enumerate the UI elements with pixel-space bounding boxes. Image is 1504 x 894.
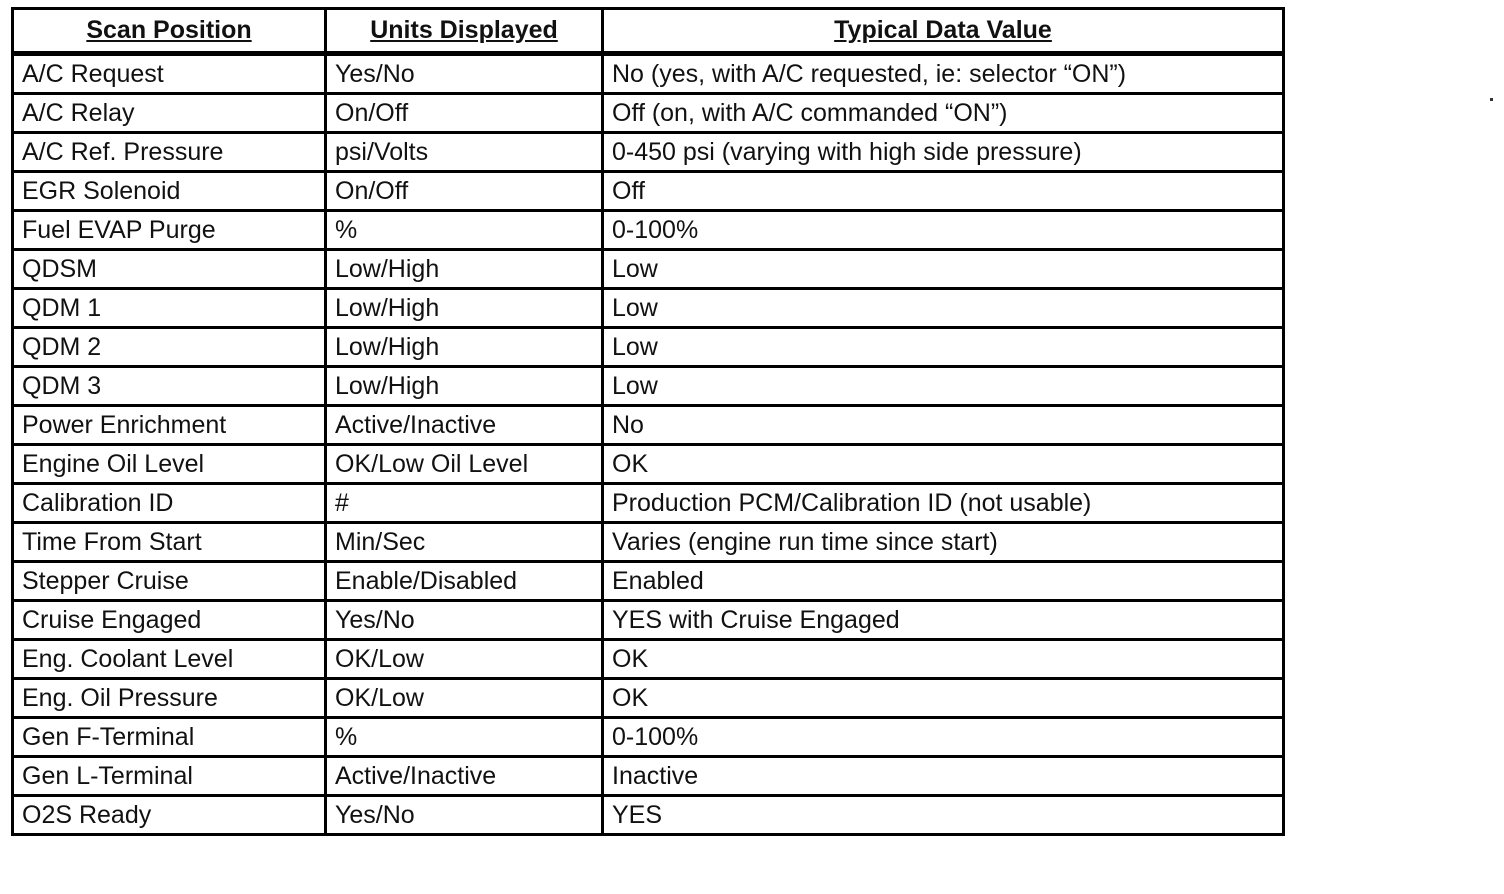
table-row [13, 679, 1284, 718]
header-scan-position: Scan Position [13, 9, 326, 54]
cell-units-displayed: % [326, 718, 603, 757]
cell-scan-position: EGR Solenoid [13, 172, 326, 211]
cell-scan-position: Cruise Engaged [13, 601, 326, 640]
cell-units-displayed: OK/Low [326, 640, 603, 679]
table-row [13, 640, 1284, 679]
cell-scan-position: QDM 3 [13, 367, 326, 406]
table-row [13, 562, 1284, 601]
cell-units-displayed: Active/Inactive [326, 757, 603, 796]
cell-scan-position: Eng. Oil Pressure [13, 679, 326, 718]
table-row [13, 211, 1284, 250]
header-typical-data-value: Typical Data Value [603, 9, 1284, 54]
header-row [13, 9, 1284, 54]
cell-units-displayed: Active/Inactive [326, 406, 603, 445]
cell-typical-data-value: 0-100% [603, 718, 1284, 757]
cell-units-displayed: Low/High [326, 328, 603, 367]
cell-typical-data-value: Varies (engine run time since start) [603, 523, 1284, 562]
cell-typical-data-value: Production PCM/Calibration ID (not usable) [603, 484, 1284, 523]
cell-typical-data-value: YES with Cruise Engaged [603, 601, 1284, 640]
table-row [13, 54, 1284, 94]
cell-units-displayed: OK/Low Oil Level [326, 445, 603, 484]
cell-units-displayed: psi/Volts [326, 133, 603, 172]
table-row [13, 133, 1284, 172]
table-row [13, 445, 1284, 484]
cell-typical-data-value: OK [603, 640, 1284, 679]
cell-typical-data-value: OK [603, 679, 1284, 718]
table-header [13, 9, 1284, 54]
cell-scan-position: A/C Ref. Pressure [13, 133, 326, 172]
cell-typical-data-value: Low [603, 328, 1284, 367]
table-row [13, 367, 1284, 406]
cell-scan-position: Eng. Coolant Level [13, 640, 326, 679]
cell-typical-data-value: OK [603, 445, 1284, 484]
cell-scan-position: A/C Relay [13, 94, 326, 133]
cell-units-displayed: Low/High [326, 367, 603, 406]
cell-typical-data-value: Low [603, 367, 1284, 406]
cell-scan-position: Stepper Cruise [13, 562, 326, 601]
cell-units-displayed: Min/Sec [326, 523, 603, 562]
cell-scan-position: QDSM [13, 250, 326, 289]
cell-typical-data-value: YES [603, 796, 1284, 835]
cell-units-displayed: Low/High [326, 289, 603, 328]
table-body [13, 54, 1284, 835]
cell-typical-data-value: Off (on, with A/C commanded “ON”) [603, 94, 1284, 133]
table-row [13, 94, 1284, 133]
cell-units-displayed: Yes/No [326, 796, 603, 835]
cell-typical-data-value: No (yes, with A/C requested, ie: selector “ON”) [603, 54, 1284, 94]
cell-units-displayed: On/Off [326, 172, 603, 211]
scan-data-table [11, 7, 1285, 836]
table-row [13, 172, 1284, 211]
table-row [13, 289, 1284, 328]
cell-scan-position: Gen F-Terminal [13, 718, 326, 757]
table-row [13, 796, 1284, 835]
cell-scan-position: QDM 1 [13, 289, 326, 328]
cell-typical-data-value: Inactive [603, 757, 1284, 796]
cell-units-displayed: % [326, 211, 603, 250]
cell-scan-position: Calibration ID [13, 484, 326, 523]
cell-scan-position: QDM 2 [13, 328, 326, 367]
cell-scan-position: Gen L-Terminal [13, 757, 326, 796]
cell-scan-position: A/C Request [13, 54, 326, 94]
cell-units-displayed: Yes/No [326, 601, 603, 640]
cell-typical-data-value: Off [603, 172, 1284, 211]
cell-units-displayed: Enable/Disabled [326, 562, 603, 601]
table-row [13, 523, 1284, 562]
cell-scan-position: Engine Oil Level [13, 445, 326, 484]
table-row [13, 601, 1284, 640]
cell-units-displayed: Low/High [326, 250, 603, 289]
cell-scan-position: O2S Ready [13, 796, 326, 835]
table-row [13, 718, 1284, 757]
cell-units-displayed: Yes/No [326, 54, 603, 94]
cell-scan-position: Fuel EVAP Purge [13, 211, 326, 250]
table-row [13, 406, 1284, 445]
cell-scan-position: Power Enrichment [13, 406, 326, 445]
cell-typical-data-value: No [603, 406, 1284, 445]
scan-speck [1490, 98, 1493, 101]
cell-typical-data-value: Low [603, 289, 1284, 328]
cell-units-displayed: OK/Low [326, 679, 603, 718]
table-row [13, 757, 1284, 796]
table-row [13, 250, 1284, 289]
table-row [13, 484, 1284, 523]
cell-scan-position: Time From Start [13, 523, 326, 562]
header-units-displayed: Units Displayed [326, 9, 603, 54]
table-row [13, 328, 1284, 367]
cell-typical-data-value: 0-100% [603, 211, 1284, 250]
cell-typical-data-value: 0-450 psi (varying with high side pressure) [603, 133, 1284, 172]
cell-units-displayed: # [326, 484, 603, 523]
cell-units-displayed: On/Off [326, 94, 603, 133]
cell-typical-data-value: Enabled [603, 562, 1284, 601]
cell-typical-data-value: Low [603, 250, 1284, 289]
